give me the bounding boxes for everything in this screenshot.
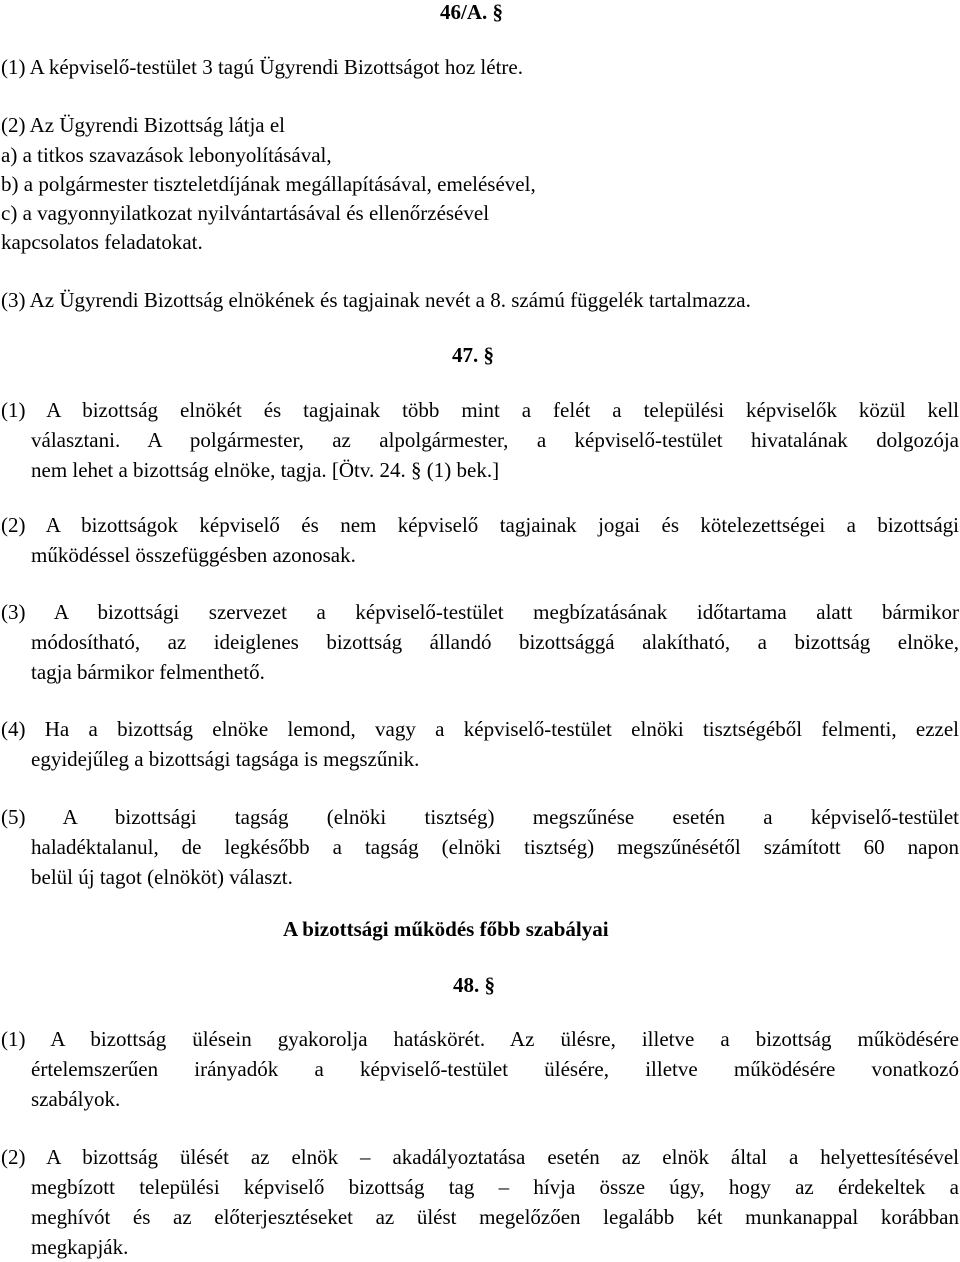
s47-paragraph-1 [1, 395, 959, 485]
s47-paragraph-3 [1, 597, 959, 687]
s47-p4-line-2: egyidejűleg a bizottsági tagsága is megszűnik. [31, 747, 420, 771]
section-heading: A bizottsági működés főbb szabályai [283, 917, 609, 941]
s47-p5-line-2: haladéktalanul, de legkésőbb a tagság (elnöki tisztség) megszűnésétől számított 60 napon [31, 835, 959, 859]
s47-p5-line-1: (5) A bizottsági tagság (elnöki tisztség) megszűnése esetén a képviselő-testület [1, 805, 959, 829]
section-47-title: 47. § [452, 343, 494, 367]
s47-p3-line-3: tagja bármikor felmenthető. [31, 660, 265, 684]
s48-p2-line-4: megkapják. [31, 1235, 129, 1259]
s48-p2-line-3: meghívót és az előterjesztéseket az ülést megelőzően legalább két munkanappal korábban [31, 1205, 959, 1229]
section-46a-title: 46/A. § [440, 0, 503, 24]
s48-p1-line-3: szabályok. [31, 1087, 121, 1111]
s47-p1-line-3: nem lehet a bizottság elnöke, tagja. [Ötv. 24. § (1) bek.] [31, 458, 500, 482]
s48-p2-line-1: (2) A bizottság ülését az elnök – akadályoztatása esetén az elnök által a helyettesítésével [1, 1145, 959, 1169]
s47-p3-line-1: (3) A bizottsági szervezet a képviselő-testület megbízatásának időtartama alatt bármikor [1, 600, 959, 624]
section-48-title: 48. § [453, 973, 495, 997]
s47-p1-line-2: választani. A polgármester, az alpolgármester, a képviselő-testület hivatalának dolgozója [31, 428, 959, 452]
s48-paragraph-1 [1, 1024, 959, 1114]
s47-p2-line-2: működéssel összefüggésben azonosak. [31, 543, 356, 567]
s48-p2-line-2: megbízott települési képviselő bizottság tag – hívja össze úgy, hogy az érdekeltek a [31, 1175, 959, 1199]
s48-p1-line-2: értelemszerűen irányadók a képviselő-testület ülésére, illetve működésére vonatkozó [31, 1057, 959, 1081]
s46-paragraph-2-item-a: a) a titkos szavazások lebonyolításával, [1, 143, 332, 167]
s46-paragraph-2-tail: kapcsolatos feladatokat. [1, 230, 203, 254]
s46-paragraph-2-line-1: (2) Az Ügyrendi Bizottság látja el [1, 113, 286, 137]
s46-paragraph-3: (3) Az Ügyrendi Bizottság elnökének és tagjainak nevét a 8. számú függelék tartalmazza. [1, 288, 751, 312]
s47-p2-line-1: (2) A bizottságok képviselő és nem képviselő tagjainak jogai és kötelezettségei a bizottsági [1, 513, 959, 537]
s48-p1-line-1: (1) A bizottság ülésein gyakorolja hatáskörét. Az ülésre, illetve a bizottság működésére [1, 1027, 959, 1051]
s47-p4-line-1: (4) Ha a bizottság elnöke lemond, vagy a képviselő-testület elnöki tisztségéből felmenti, ezzel [1, 717, 959, 741]
s47-p5-line-3: belül új tagot (elnököt) választ. [31, 865, 293, 889]
s47-paragraph-2 [1, 510, 959, 570]
s46-paragraph-1: (1) A képviselő-testület 3 tagú Ügyrendi Bizottságot hoz létre. [1, 55, 523, 79]
s47-p1-line-1: (1) A bizottság elnökét és tagjainak több mint a felét a települési képviselők közül kell [1, 398, 959, 422]
s46-paragraph-2-item-c: c) a vagyonnyilatkozat nyilvántartásával és ellenőrzésével [1, 201, 490, 225]
s46-paragraph-2-item-b: b) a polgármester tiszteletdíjának megállapításával, emelésével, [1, 172, 536, 196]
s47-paragraph-4 [1, 714, 959, 774]
s47-p3-line-2: módosítható, az ideiglenes bizottság állandó bizottsággá alakítható, a bizottság elnöke, [31, 630, 959, 654]
s47-paragraph-5 [1, 802, 959, 892]
s48-paragraph-2 [1, 1142, 959, 1262]
